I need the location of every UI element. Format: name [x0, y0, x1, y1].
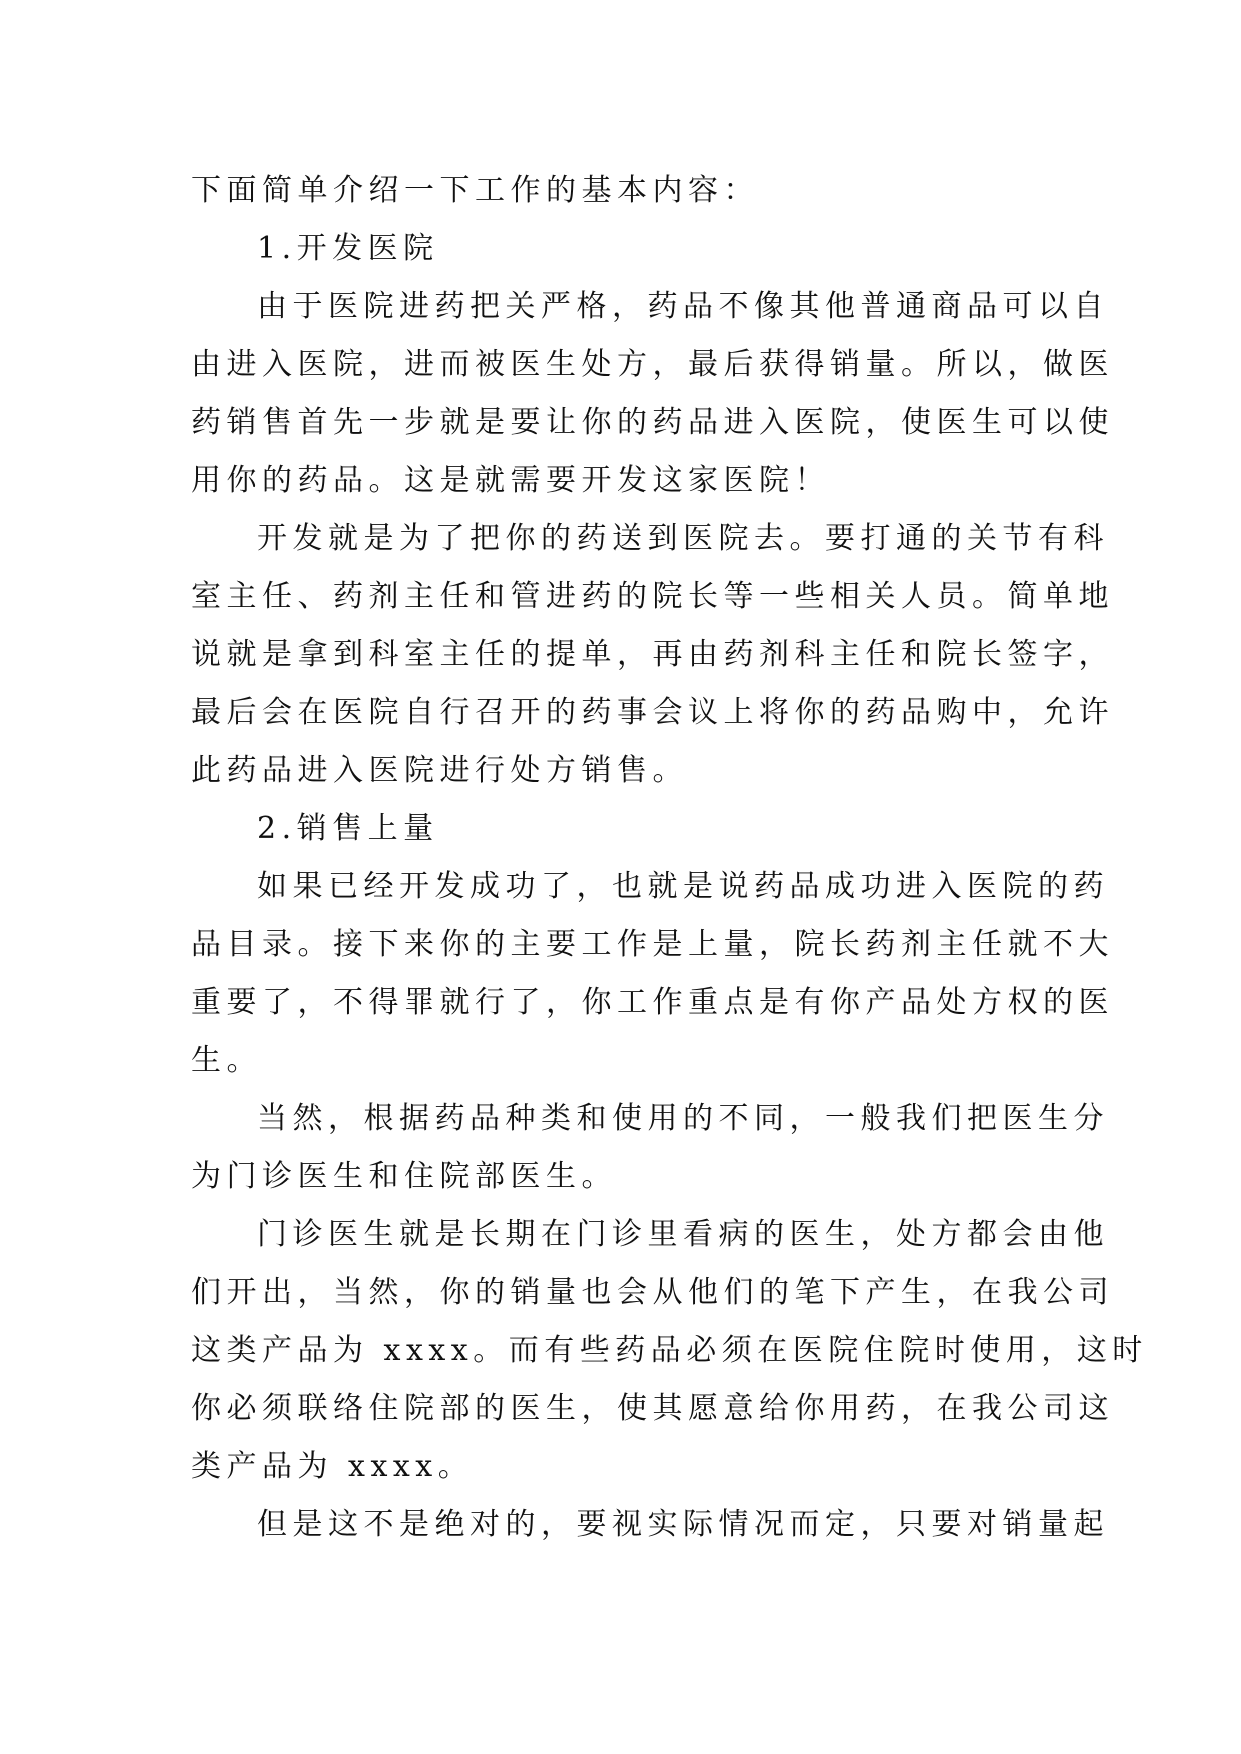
- text-line: 室主任、药剂主任和管进药的院长等一些相关人员。简单地: [191, 579, 1114, 614]
- text-line: 药销售首先一步就是要让你的药品进入医院，使医生可以使: [191, 405, 1114, 440]
- text-line: 为门诊医生和住院部医生。: [191, 1159, 617, 1194]
- text-line: 开发就是为了把你的药送到医院去。要打通的关节有科: [257, 521, 1109, 556]
- text-line: 下面简单介绍一下工作的基本内容：: [191, 173, 759, 208]
- text-line: 这类产品为 xxxx。而有些药品必须在医院住院时使用，这时: [191, 1333, 1148, 1368]
- text-line: 重要了，不得罪就行了，你工作重点是有你产品处方权的医: [191, 985, 1114, 1020]
- text-line: 由于医院进药把关严格，药品不像其他普通商品可以自: [257, 289, 1109, 324]
- text-line: 如果已经开发成功了，也就是说药品成功进入医院的药: [257, 869, 1109, 904]
- text-line: 当然，根据药品种类和使用的不同，一般我们把医生分: [257, 1101, 1109, 1136]
- text-line: 此药品进入医院进行处方销售。: [191, 753, 688, 788]
- text-line: 由进入医院，进而被医生处方，最后获得销量。所以，做医: [191, 347, 1114, 382]
- section-heading: 1.开发医院: [257, 231, 439, 266]
- text-line: 但是这不是绝对的，要视实际情况而定，只要对销量起: [257, 1507, 1109, 1542]
- document-body: [191, 162, 1148, 1554]
- text-line: 品目录。接下来你的主要工作是上量，院长药剂主任就不大: [191, 927, 1114, 962]
- text-line: 们开出，当然，你的销量也会从他们的笔下产生，在我公司: [191, 1275, 1114, 1310]
- text-line: 说就是拿到科室主任的提单，再由药剂科主任和院长签字，: [191, 637, 1114, 672]
- text-line: 类产品为 xxxx。: [191, 1449, 474, 1484]
- text-line: 最后会在医院自行召开的药事会议上将你的药品购中，允许: [191, 695, 1114, 730]
- text-line: 生。: [191, 1043, 262, 1078]
- text-line: 用你的药品。这是就需要开发这家医院！: [191, 463, 830, 498]
- section-heading: 2.销售上量: [257, 811, 439, 846]
- text-line: 你必须联络住院部的医生，使其愿意给你用药，在我公司这: [191, 1391, 1114, 1426]
- text-line: 门诊医生就是长期在门诊里看病的医生，处方都会由他: [257, 1217, 1109, 1252]
